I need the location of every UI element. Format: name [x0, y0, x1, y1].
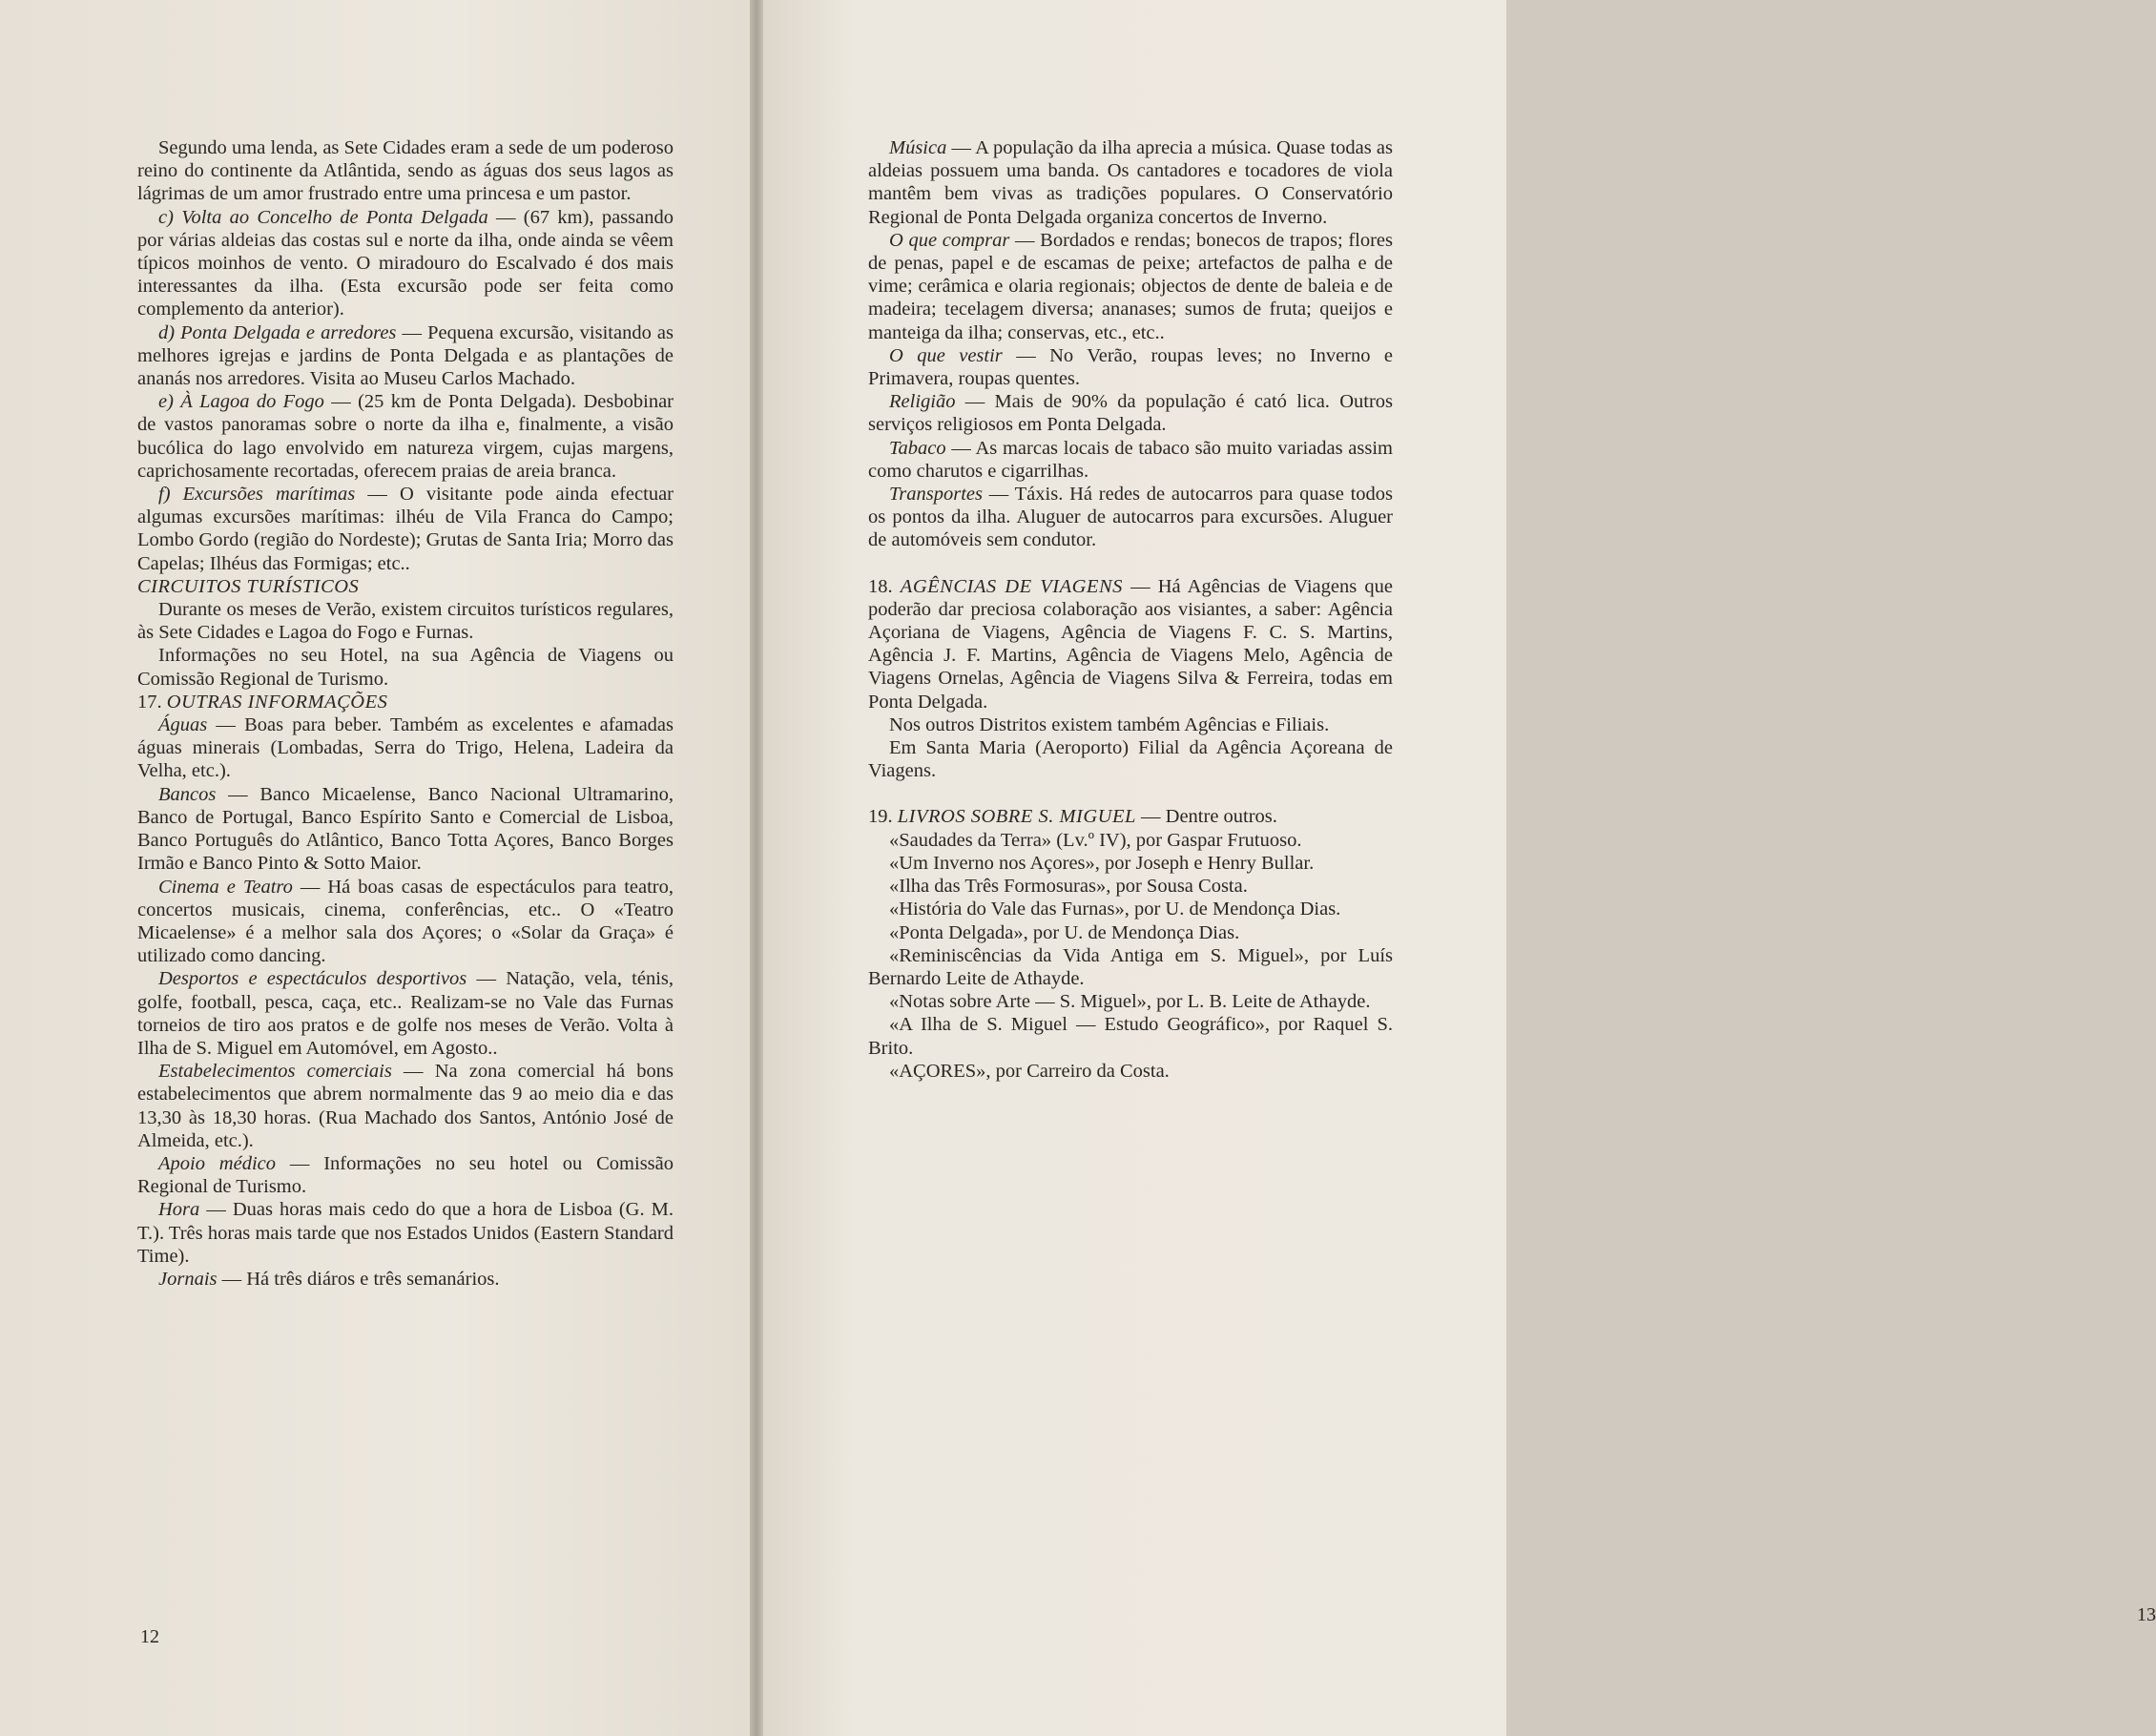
info-musica-text: — A população da ilha aprecia a música. Quase todas as aldeias possuem uma banda. Os cantadores e tocadores de viola mantêm bem vivas as tradições populares. O Conservatório Regional de Ponta Delgada organiza concertos de Inverno.	[868, 137, 1393, 228]
info-o-que-vestir-text: — No Verão, roupas leves; no Inverno e Primavera, roupas quentes.	[868, 344, 1394, 390]
info-desportos-label: Desportos e espectáculos desportivos	[158, 968, 467, 990]
book-item: «História do Vale das Furnas», por U. de Mendonça Dias.	[889, 899, 1341, 920]
info-transportes-label: Transportes	[889, 484, 983, 506]
info-o-que-vestir	[868, 344, 1393, 390]
info-hora-text: — Duas horas mais cedo do que a hora de Lisboa (G. M. T.). Três horas mais tarde que nos Estados Unidos (Eastern Standard Time).	[137, 1199, 674, 1267]
section-17-number: 17.	[137, 691, 162, 713]
section-18-text: — Há Agências de Viagens que poderão dar preciosa colaboração aos visiantes, a saber: Agência Açoriana de Viagens, Agência de Viagens F. C. S. Martins, Agência J. F. Martins, Agência de Viagens Melo, Agência de Viagens Ornelas, Agência de Viagens Silva & Ferreira, todas em Ponta Delgada.	[868, 575, 1393, 713]
info-cinema-label: Cinema e Teatro	[158, 876, 293, 898]
excursion-d-label: d) Ponta Delgada e arredores	[158, 321, 397, 343]
book-item: «Notas sobre Arte — S. Miguel», por L. B. Leite de Athayde.	[889, 991, 1371, 1013]
info-aguas-text: — Boas para beber. Também as excelentes e afamadas águas minerais (Lombadas, Serra do Trigo, Helena, Ladeira da Velha, etc.).	[137, 714, 674, 782]
info-tabaco	[868, 437, 1393, 483]
excursion-c-text: — (67 km), passando por várias aldeias das costas sul e norte da ilha, onde ainda se vêem típicos moinhos de vento. O miradouro do Escalvado é dos mais interessantes da ilha. (Esta excursão pode ser feita como complemento da anterior).	[137, 206, 674, 320]
info-o-que-comprar-label: O que comprar	[889, 229, 1010, 251]
section-19	[868, 805, 1393, 828]
info-o-que-vestir-label: O que vestir	[889, 344, 1003, 366]
info-religiao-label: Religião	[889, 391, 956, 413]
circuitos-paragraph-2: Informações no seu Hotel, na sua Agência de Viagens ou Comissão Regional de Turismo.	[137, 645, 674, 690]
section-18-paragraph-2: Nos outros Distritos existem também Agências e Filiais.	[889, 713, 1330, 735]
info-apoio-medico-label: Apoio médico	[158, 1152, 277, 1174]
info-tabaco-label: Tabaco	[889, 437, 946, 459]
info-transportes	[868, 483, 1393, 552]
excursion-f	[137, 483, 674, 575]
excursion-e-text: — (25 km de Ponta Delgada). Desbobinar de vastos panoramas sobre o norte da ilha e, finalmente, a visão bucólica do lago envolvido em natureza virgem, cujas margens, caprichosamente recortadas, oferecem praias de areia branca.	[137, 391, 674, 482]
info-cinema-text: — Há boas casas de espectáculos para teatro, concertos musicais, cinema, conferências, etc.. O «Teatro Micaelense» é a melhor sala dos Açores; o «Solar da Graça» é utilizado como dancing.	[137, 876, 674, 967]
info-cinema	[137, 876, 674, 968]
info-desportos-text: — Natação, vela, ténis, golfe, football, pesca, caça, etc.. Realizam-se no Vale das Furnas torneios de tiro aos pratos e de golfe nos meses de Verão. Volta à Ilha de S. Miguel em Automóvel, em Agosto..	[137, 968, 674, 1059]
info-estabelecimentos-text: — Na zona comercial há bons estabelecimentos que abrem normalmente das 9 ao meio dia e das 13,30 às 18,30 horas. (Rua Machado dos Santos, António José de Almeida, etc.).	[137, 1061, 674, 1151]
info-bancos	[137, 783, 674, 876]
info-musica-label: Música	[889, 137, 947, 158]
excursion-e-label: e) À Lagoa do Fogo	[158, 391, 324, 413]
info-religiao	[868, 390, 1393, 436]
info-apoio-medico-text: — Informações no seu hotel ou Comissão Regional de Turismo.	[137, 1152, 674, 1198]
section-18-paragraph-3: Em Santa Maria (Aeroporto) Filial da Agência Açoreana de Viagens.	[868, 737, 1393, 782]
book-item: «Ilha das Três Formosuras», por Sousa Costa.	[889, 876, 1248, 898]
excursion-d	[137, 321, 674, 391]
excursion-f-label: f) Excursões marítimas	[158, 484, 356, 506]
section-18-number: 18.	[868, 575, 893, 597]
info-o-que-comprar-text: — Bordados e rendas; bonecos de trapos; flores de penas, papel e de escamas de peixe; artefactos de palha e de vime; cerâmica e olaria regionais; objectos de dente de baleia e de madeira; tecelagem diversa; ananases; sumos de fruta; queijos e manteiga da ilha; conservas, etc., etc..	[868, 229, 1393, 343]
book-item: «Reminiscências da Vida Antiga em S. Miguel», por Luís Bernardo Leite de Athayde.	[868, 944, 1393, 989]
left-column	[137, 136, 674, 1291]
book-item: «AÇORES», por Carreiro da Costa.	[889, 1060, 1170, 1082]
section-18	[868, 575, 1393, 713]
excursion-c	[137, 206, 674, 321]
info-bancos-text: — Banco Micaelense, Banco Nacional Ultramarino, Banco de Portugal, Banco Espírito Santo e Comercial de Lisboa, Banco Português do Atlântico, Banco Totta Açores, Banco Borges Irmão e Banco Pinto & Sotto Maior.	[137, 783, 674, 875]
info-religiao-text: — Mais de 90% da população é cató lica. Outros serviços religiosos em Ponta Delgada.	[868, 391, 1393, 436]
section-17-heading	[137, 691, 674, 713]
right-column	[868, 136, 1393, 1083]
info-jornais-text: — Há três diáros e três semanários.	[217, 1268, 500, 1290]
book-item: «Ponta Delgada», por U. de Mendonça Dias.	[889, 921, 1240, 943]
legend-paragraph: Segundo uma lenda, as Sete Cidades eram a sede de um poderoso reino do continente da Atlântida, sendo as águas dos seus lagos as lágrimas de um amor frustrado entre uma princesa e um pastor.	[137, 137, 674, 205]
left-page	[0, 0, 750, 1736]
section-19-number: 19.	[868, 806, 893, 828]
excursion-d-text: — Pequena excursão, visitando as melhores igrejas e jardins de Ponta Delgada e as plantações de ananás nos arredores. Visita ao Museu Carlos Machado.	[137, 321, 674, 390]
info-o-que-comprar	[868, 229, 1393, 344]
info-musica	[868, 136, 1393, 229]
info-desportos	[137, 967, 674, 1060]
info-aguas	[137, 713, 674, 783]
section-19-text: — Dentre outros.	[1135, 806, 1277, 828]
book-item: «Um Inverno nos Açores», por Joseph e Henry Bullar.	[889, 852, 1315, 874]
circuitos-paragraph-1: Durante os meses de Verão, existem circuitos turísticos regulares, às Sete Cidades e Lagoa do Fogo e Furnas.	[137, 599, 674, 644]
excursion-c-label: c) Volta ao Concelho de Ponta Delgada	[158, 206, 488, 228]
excursion-e	[137, 390, 674, 483]
info-apoio-medico	[137, 1152, 674, 1198]
section-19-title: LIVROS SOBRE S. MIGUEL	[897, 806, 1136, 828]
page-number-right: 13	[2137, 1604, 2156, 1625]
info-hora	[137, 1198, 674, 1268]
book-gutter	[750, 0, 763, 1736]
info-hora-label: Hora	[158, 1199, 200, 1221]
page-number-left: 12	[140, 1626, 159, 1647]
info-jornais-label: Jornais	[158, 1268, 218, 1290]
book-item: «A Ilha de S. Miguel — Estudo Geográfico», por Raquel S. Brito.	[868, 1014, 1393, 1059]
section-18-title: AGÊNCIAS DE VIAGENS	[900, 575, 1123, 597]
info-tabaco-text: — As marcas locais de tabaco são muito variadas assim como charutos e cigarrilhas.	[868, 437, 1393, 482]
info-estabelecimentos-label: Estabelecimentos comerciais	[158, 1061, 392, 1083]
info-aguas-label: Águas	[158, 714, 208, 736]
excursion-f-text: — O visitante pode ainda efectuar algumas excursões marítimas: ilhéu de Vila Franca do Campo; Lombo Gordo (região do Nordeste); Grutas de Santa Iria; Morro das Capelas; Ilhéus das Formigas; etc..	[137, 484, 674, 574]
info-bancos-label: Bancos	[158, 783, 217, 805]
section-17-title: OUTRAS INFORMAÇÕES	[166, 691, 388, 713]
circuitos-heading: CIRCUITOS TURÍSTICOS	[137, 575, 360, 597]
info-jornais	[137, 1268, 674, 1291]
book-item: «Saudades da Terra» (Lv.º IV), por Gaspar Frutuoso.	[889, 829, 1302, 851]
info-estabelecimentos	[137, 1060, 674, 1152]
info-transportes-text: — Táxis. Há redes de autocarros para quase todos os pontos da ilha. Aluguer de autocarros para excursões. Aluguer de automóveis sem condutor.	[868, 484, 1393, 551]
